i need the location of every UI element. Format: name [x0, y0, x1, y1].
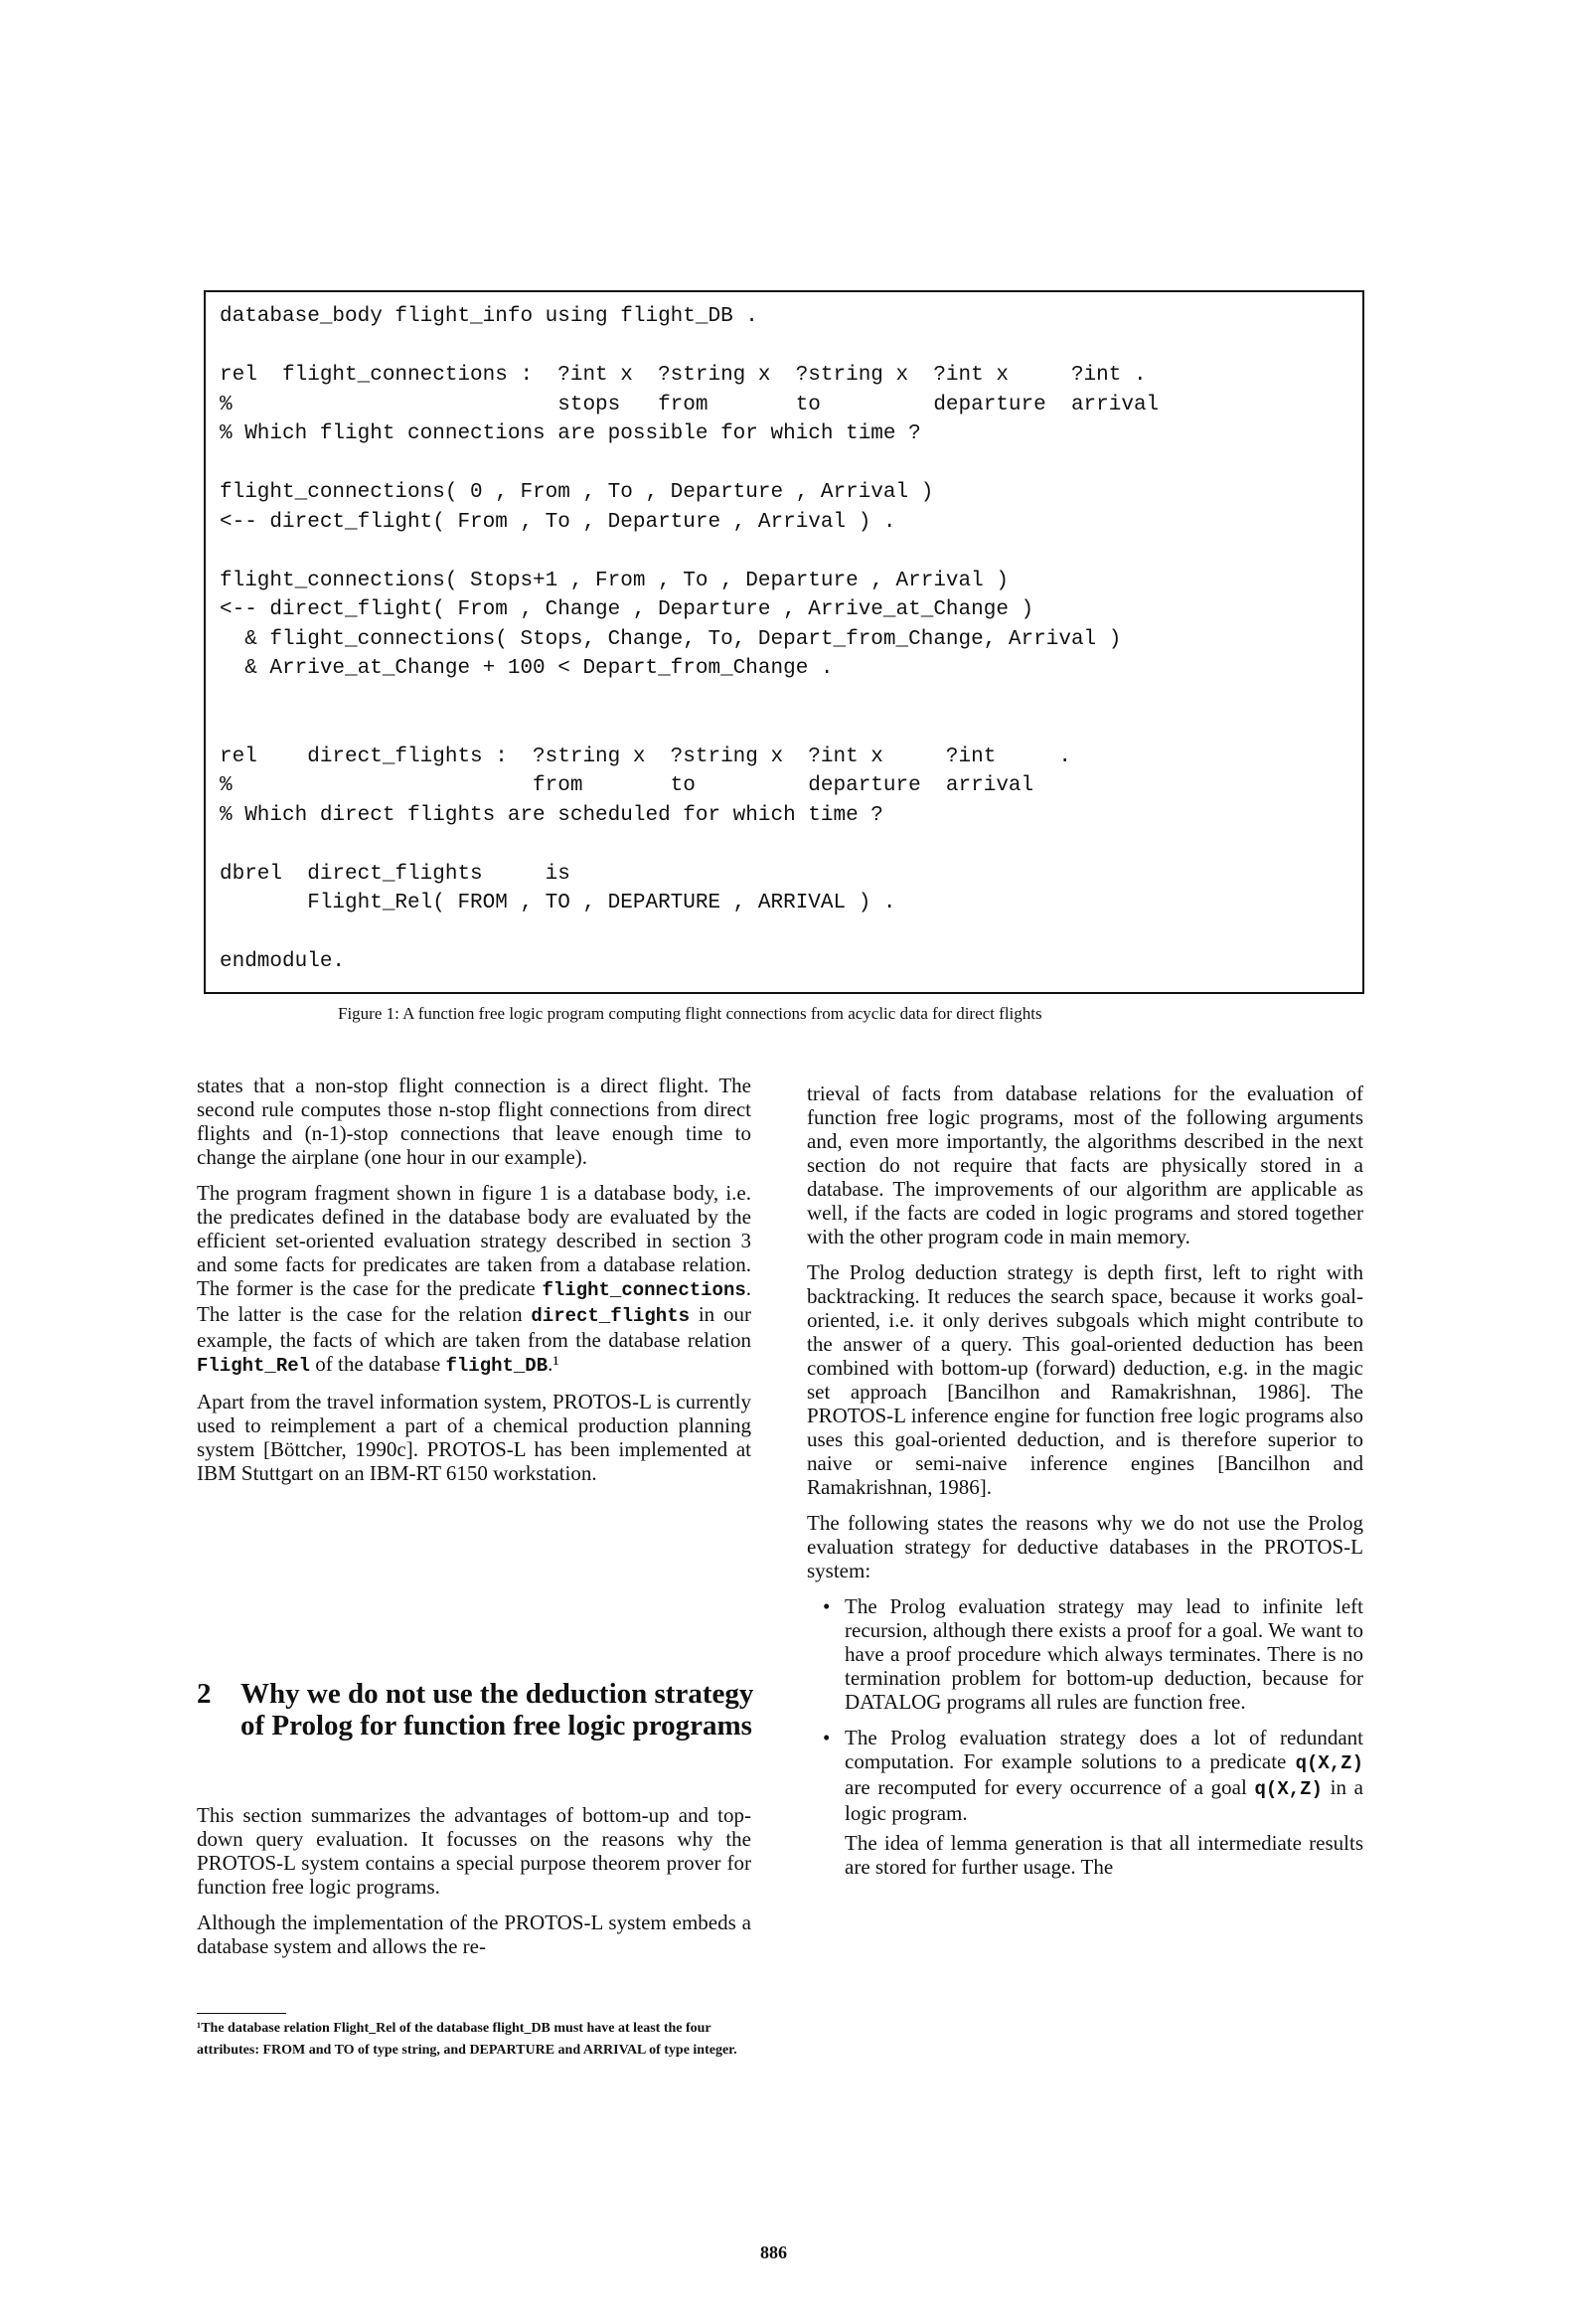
code-term: Flight_Rel [197, 1355, 311, 1377]
bullet-item: • The Prolog evaluation strategy may lead to infinite left recursion, although there exists a proof for a goal. We want to have a proof procedure which always terminates. There is no termination problem for bottom-up deduction, because for DATALOG programs all rules are function free. [823, 1594, 1363, 1714]
code-line [220, 684, 1159, 714]
footnote-divider [197, 2013, 286, 2014]
code-line [220, 713, 1159, 743]
code-line: & Arrive_at_Change + 100 < Depart_from_Change . [220, 657, 834, 680]
figure-code-box [204, 290, 1364, 994]
code-line: flight_connections( 0 , From , To , Departure , Arrival ) [220, 481, 934, 504]
paragraph: trieval of facts from database relations for the evaluation of function free logic programs, most of the following arguments and, even more importantly, the algorithms described in the next section do not require that facts are physically stored in a database. The improvements of our algorithm are applicable as well, if the facts are coded in logic programs and stored together with the other program code in main memory. [807, 1081, 1363, 1248]
code-line: & flight_connections( Stops, Change, To, Depart_from_Change, Arrival ) [220, 627, 1122, 651]
paragraph: Apart from the travel information system, PROTOS-L is currently used to reimplement a part of a chemical production planning system [Böttcher, 1990c]. PROTOS-L has been implemented at IBM Stuttgart on an IBM-RT 6150 workstation. [197, 1390, 751, 1485]
left-column-top [197, 1074, 751, 1497]
footnote: ¹The database relation Flight_Rel of the database flight_DB must have at least the four attributes: FROM and TO of type string, and DEPARTURE and ARRIVAL of type integer. [197, 2021, 737, 2058]
code-term: flight_DB [445, 1355, 549, 1377]
paragraph: The following states the reasons why we do not use the Prolog evaluation strategy for deductive databases in the PROTOS-L system: [807, 1511, 1363, 1582]
code-line [220, 449, 1159, 479]
section-number: 2 [197, 1678, 212, 1710]
code-term: direct_flights [531, 1305, 691, 1327]
right-column [807, 1081, 1363, 1891]
code-term: flight_connections [542, 1279, 746, 1301]
paragraph: Although the implementation of the PROTOS-L system embeds a database system and allows the re- [197, 1910, 751, 1958]
code-line: flight_connections( Stops+1 , From , To , Departure , Arrival ) [220, 569, 1009, 592]
page-number: 886 [760, 2242, 787, 2262]
figure-caption: Figure 1: A function free logic program computing flight connections from acyclic data for direct flights [338, 1004, 1042, 1023]
code-term: q(X,Z) [1295, 1752, 1363, 1774]
code-line [220, 830, 1159, 860]
code-line: <-- direct_flight( From , Change , Departure , Arrive_at_Change ) [220, 598, 1034, 621]
code-listing [220, 302, 1159, 977]
bullet-icon: • [823, 1726, 831, 1749]
code-line: Flight_Rel( FROM , TO , DEPARTURE , ARRIVAL ) . [220, 892, 896, 914]
code-line [220, 537, 1159, 567]
paragraph: states that a non-stop flight connection is a direct flight. The second rule computes those n-stop flight connections from direct flights and (n-1)-stop connections that leave enough time to change the airplane (one hour in our example). [197, 1074, 751, 1169]
code-term: q(X,Z) [1254, 1778, 1323, 1800]
paragraph: The program fragment shown in figure 1 is a database body, i.e. the predicates defined in the database body are evaluated by the efficient set-oriented evaluation strategy described in section 3 and some facts for predicates are taken from a database relation. The former is the case for the predicate flight_connections. The latter is the case for the relation direct_flights in our example, the facts of which are taken from the database relation Flight_Rel of the database flight_DB.¹ [197, 1181, 751, 1377]
paragraph: The Prolog deduction strategy is depth first, left to right with backtracking. It reduces the search space, because it works goal-oriented, i.e. it only derives subgoals which might contribute to the answer of a query. This goal-oriented deduction has been combined with bottom-up (forward) deduction, e.g. in the magic set approach [Bancilhon and Ramakrishnan, 1986]. The PROTOS-L inference engine for function free logic programs also uses this goal-oriented deduction, and is therefore superior to naive or semi-naive inference engines [Bancilhon and Ramakrishnan, 1986]. [807, 1260, 1363, 1499]
paragraph: This section summarizes the advantages of bottom-up and top-down query evaluation. It focusses on the reasons why the PROTOS-L system contains a special purpose theorem prover for function free logic programs. [197, 1803, 751, 1899]
left-column-bottom [197, 1803, 751, 1970]
code-line [220, 332, 1159, 362]
code-line [220, 918, 1159, 948]
section-title: Why we do not use the deduction strategy of Prolog for function free logic programs [240, 1678, 754, 1742]
code-line: database_body flight_info using flight_DB . [220, 305, 758, 328]
code-line: % from to departure arrival [220, 774, 1034, 797]
code-line: rel direct_flights : ?string x ?string x ?int x ?int . [220, 745, 1071, 768]
paragraph: The idea of lemma generation is that all intermediate results are stored for further usage. The [845, 1831, 1363, 1879]
code-line: <-- direct_flight( From , To , Departure , Arrival ) . [220, 510, 896, 534]
code-line: % Which direct flights are scheduled for which time ? [220, 803, 883, 827]
code-line: dbrel direct_flights is [220, 862, 570, 886]
code-line: endmodule. [220, 950, 346, 973]
bullet-icon: • [823, 1594, 831, 1618]
code-line: % stops from to departure arrival [220, 393, 1160, 416]
code-line: rel flight_connections : ?int x ?string x ?string x ?int x ?int . [220, 364, 1147, 387]
code-line: % Which flight connections are possible for which time ? [220, 422, 921, 445]
bullet-item: • The Prolog evaluation strategy does a lot of redundant computation. For example solutions to a predicate q(X,Z) are recomputed for every occurrence of a goal q(X,Z) in a logic program. The idea of lemma generation is that all intermediate results are stored for further usage. The [823, 1726, 1363, 1879]
